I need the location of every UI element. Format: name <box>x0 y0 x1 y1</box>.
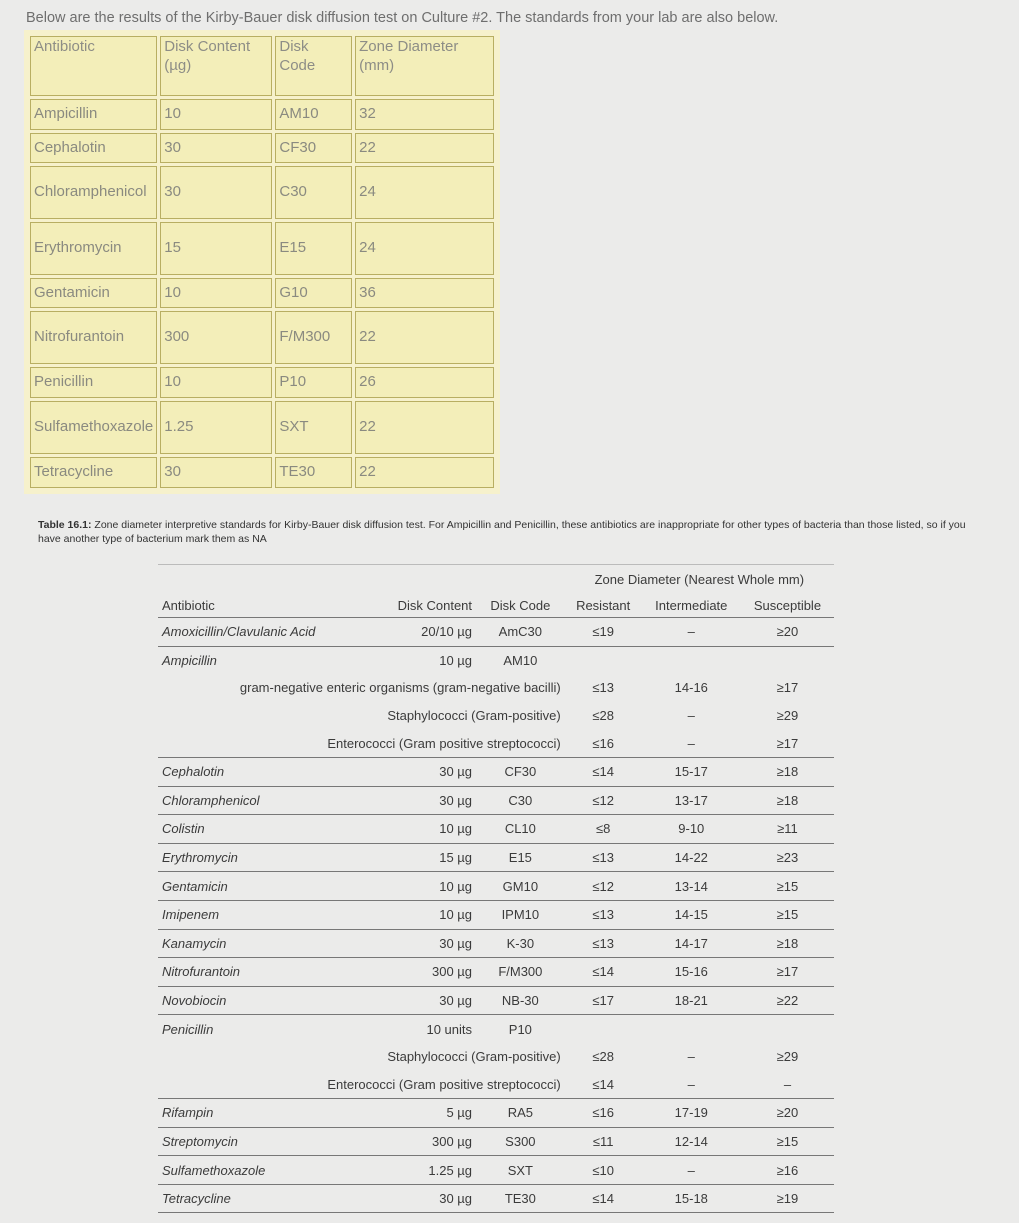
std-disk-code: IPM10 <box>476 900 565 929</box>
intro-text: Below are the results of the Kirby-Bauer disk diffusion test on Culture #2. The standards from your lab are also below. <box>26 10 779 26</box>
results-row <box>30 99 494 130</box>
std-antibiotic: Penicillin <box>162 1021 214 1037</box>
standard-row <box>158 618 834 647</box>
standard-subgroup-row <box>158 1071 834 1099</box>
std-resistant: ≤19 <box>565 618 642 647</box>
results-row <box>30 457 494 488</box>
standard-row <box>158 958 834 987</box>
standard-row <box>158 1156 834 1185</box>
std-susceptible <box>741 646 834 674</box>
std-header-intermediate: Intermediate <box>642 593 741 618</box>
caption-label: Table 16.1: <box>38 519 92 531</box>
std-resistant: ≤16 <box>565 729 642 757</box>
std-intermediate: 14-22 <box>642 843 741 872</box>
standard-row <box>158 929 834 958</box>
standard-row <box>158 1099 834 1128</box>
result-zone-diameter: 22 <box>355 311 494 364</box>
result-antibiotic: Cephalotin <box>30 133 157 163</box>
result-disk-content: 30 <box>160 166 272 219</box>
result-antibiotic: Sulfamethoxazole <box>30 401 157 454</box>
std-antibiotic: Imipenem <box>158 900 369 929</box>
std-susceptible: ≥29 <box>776 708 799 724</box>
std-resistant: ≤13 <box>565 843 642 872</box>
result-zone-diameter: 22 <box>355 457 494 488</box>
std-header-disk-content: Disk Content <box>369 593 476 618</box>
std-subgroup-label: Staphylococci (Gram-positive) <box>387 708 561 724</box>
header-antibiotic: Antibiotic <box>30 36 157 96</box>
header-disk-content: Disk Content (µg) <box>160 36 272 96</box>
results-row <box>30 222 494 275</box>
std-disk-content: 15 µg <box>369 843 476 872</box>
result-zone-diameter: 22 <box>355 133 494 163</box>
std-intermediate: 13-17 <box>642 786 741 815</box>
std-intermediate: 13-14 <box>642 872 741 901</box>
std-resistant: ≤12 <box>565 786 642 815</box>
result-disk-content: 10 <box>160 367 272 398</box>
std-susceptible <box>741 1015 834 1043</box>
std-resistant: ≤14 <box>565 1184 642 1213</box>
std-susceptible: ≥15 <box>741 872 834 901</box>
std-susceptible: ≥16 <box>741 1156 834 1185</box>
result-disk-code: E15 <box>275 222 352 275</box>
result-zone-diameter: 36 <box>355 278 494 308</box>
std-intermediate: 15-16 <box>642 958 741 987</box>
result-disk-code: F/M300 <box>275 311 352 364</box>
result-disk-code: TE30 <box>275 457 352 488</box>
std-intermediate <box>642 646 741 674</box>
result-disk-content: 300 <box>160 311 272 364</box>
std-susceptible: ≥18 <box>741 757 834 786</box>
result-antibiotic: Ampicillin <box>30 99 157 130</box>
std-susceptible: ≥23 <box>741 843 834 872</box>
std-antibiotic: Nitrofurantoin <box>158 958 369 987</box>
std-disk-content: 1.25 µg <box>369 1156 476 1185</box>
std-resistant: ≤14 <box>565 958 642 987</box>
standard-row <box>158 872 834 901</box>
std-intermediate: 9-10 <box>642 815 741 844</box>
result-antibiotic: Tetracycline <box>30 457 157 488</box>
std-resistant: ≤17 <box>565 986 642 1015</box>
std-disk-content: 30 µg <box>369 986 476 1015</box>
std-header-resistant: Resistant <box>565 593 642 618</box>
result-disk-content: 30 <box>160 457 272 488</box>
std-intermediate: 14-15 <box>642 900 741 929</box>
std-resistant: ≤14 <box>565 1071 642 1099</box>
std-intermediate: 14-16 <box>674 680 708 696</box>
result-disk-code: SXT <box>275 401 352 454</box>
std-antibiotic: Erythromycin <box>158 843 369 872</box>
standard-subgroup-row <box>158 1043 834 1071</box>
std-antibiotic: Cephalotin <box>158 757 369 786</box>
std-intermediate: 15-18 <box>642 1184 741 1213</box>
std-disk-content: 10 µg <box>369 872 476 901</box>
standard-subgroup-row <box>158 729 834 757</box>
standard-row <box>158 900 834 929</box>
std-disk-content: 300 µg <box>369 1127 476 1156</box>
header-zone-diameter: Zone Diameter (mm) <box>355 36 494 96</box>
std-susceptible: ≥29 <box>776 1049 799 1065</box>
std-susceptible: ≥17 <box>741 729 834 757</box>
standard-subgroup-row <box>158 702 834 730</box>
std-disk-code: K-30 <box>476 929 565 958</box>
std-antibiotic: Ampicillin <box>162 652 217 668</box>
std-disk-code: P10 <box>508 1021 532 1037</box>
std-susceptible: ≥18 <box>741 929 834 958</box>
std-susceptible: ≥20 <box>741 1099 834 1128</box>
std-subgroup-label: gram-negative enteric organisms (gram-negative bacilli) <box>239 680 561 696</box>
std-susceptible: ≥17 <box>776 680 799 696</box>
result-disk-code: AM10 <box>275 99 352 130</box>
result-disk-code: G10 <box>275 278 352 308</box>
std-subgroup-label: Enterococci (Gram positive streptococci) <box>158 729 565 757</box>
std-intermediate: – <box>642 1071 741 1099</box>
std-disk-content: 30 µg <box>369 1184 476 1213</box>
result-zone-diameter: 32 <box>355 99 494 130</box>
std-disk-code: GM10 <box>476 872 565 901</box>
std-resistant: ≤16 <box>565 1099 642 1128</box>
results-row <box>30 401 494 454</box>
std-antibiotic: Kanamycin <box>158 929 369 958</box>
std-susceptible: ≥15 <box>741 900 834 929</box>
result-antibiotic: Penicillin <box>30 367 157 398</box>
std-intermediate: – <box>687 708 695 724</box>
result-antibiotic: Nitrofurantoin <box>30 311 157 364</box>
std-susceptible: ≥17 <box>741 958 834 987</box>
result-antibiotic: Chloramphenicol <box>30 166 157 219</box>
result-antibiotic: Erythromycin <box>30 222 157 275</box>
std-intermediate: 17-19 <box>642 1099 741 1128</box>
caption-text: Zone diameter interpretive standards for Kirby-Bauer disk diffusion test. For Ampicillin and Penicillin, these antibiotics are inappropriate for other types of bacteria than those listed, so if you have another type of bacterium mark them as NA <box>38 519 966 546</box>
std-susceptible: ≥11 <box>741 815 834 844</box>
std-disk-code: C30 <box>476 786 565 815</box>
std-intermediate: 18-21 <box>642 986 741 1015</box>
standard-row <box>158 1127 834 1156</box>
results-header-row <box>30 36 494 96</box>
result-disk-content: 10 <box>160 99 272 130</box>
std-disk-code: F/M300 <box>476 958 565 987</box>
results-row <box>30 166 494 219</box>
std-header-susceptible: Susceptible <box>741 593 834 618</box>
std-disk-content: 30 µg <box>369 786 476 815</box>
std-disk-code: AmC30 <box>476 618 565 647</box>
standard-row <box>158 815 834 844</box>
result-disk-content: 30 <box>160 133 272 163</box>
std-resistant: ≤13 <box>592 680 614 696</box>
std-intermediate: 12-14 <box>642 1127 741 1156</box>
result-disk-code: C30 <box>275 166 352 219</box>
std-header-disk-code: Disk Code <box>476 593 565 618</box>
std-antibiotic: Sulfamethoxazole <box>158 1156 369 1185</box>
std-antibiotic: Chloramphenicol <box>158 786 369 815</box>
std-intermediate: – <box>642 618 741 647</box>
standards-table <box>158 564 834 1213</box>
std-susceptible: ≥19 <box>741 1184 834 1213</box>
standard-row <box>158 1184 834 1213</box>
result-zone-diameter: 26 <box>355 367 494 398</box>
std-resistant: ≤13 <box>565 900 642 929</box>
zone-diameter-group-header: Zone Diameter (Nearest Whole mm) <box>565 565 834 594</box>
std-antibiotic: Novobiocin <box>158 986 369 1015</box>
results-row <box>30 311 494 364</box>
std-subgroup-label: Staphylococci (Gram-positive) <box>387 1049 561 1065</box>
std-disk-content: 30 µg <box>369 929 476 958</box>
result-disk-code: P10 <box>275 367 352 398</box>
std-disk-content: 10 µg <box>439 652 473 668</box>
std-resistant <box>565 1015 642 1043</box>
std-intermediate: – <box>642 1156 741 1185</box>
std-resistant: ≤12 <box>565 872 642 901</box>
std-disk-code: RA5 <box>476 1099 565 1128</box>
std-disk-code: CF30 <box>476 757 565 786</box>
results-table <box>27 33 497 491</box>
std-disk-code: SXT <box>476 1156 565 1185</box>
std-antibiotic: Tetracycline <box>158 1184 369 1213</box>
standard-row <box>158 1015 834 1043</box>
result-disk-content: 1.25 <box>160 401 272 454</box>
std-resistant: ≤10 <box>565 1156 642 1185</box>
standard-subgroup-row <box>158 674 834 702</box>
std-disk-content: 10 units <box>426 1021 473 1037</box>
std-susceptible: ≥15 <box>741 1127 834 1156</box>
std-antibiotic: Amoxicillin/Clavulanic Acid <box>158 618 369 647</box>
results-table-container <box>24 30 500 494</box>
result-antibiotic: Gentamicin <box>30 278 157 308</box>
result-zone-diameter: 24 <box>355 222 494 275</box>
std-disk-code: NB-30 <box>476 986 565 1015</box>
std-susceptible: ≥22 <box>741 986 834 1015</box>
result-disk-content: 15 <box>160 222 272 275</box>
std-intermediate <box>642 1015 741 1043</box>
std-resistant: ≤14 <box>565 757 642 786</box>
standard-row <box>158 646 834 674</box>
result-zone-diameter: 24 <box>355 166 494 219</box>
std-intermediate: – <box>687 1049 695 1065</box>
std-header-antibiotic: Antibiotic <box>158 593 369 618</box>
std-resistant: ≤11 <box>565 1127 642 1156</box>
results-row <box>30 133 494 163</box>
result-disk-code: CF30 <box>275 133 352 163</box>
header-disk-code: Disk Code <box>275 36 352 96</box>
results-row <box>30 278 494 308</box>
std-intermediate: – <box>642 729 741 757</box>
std-resistant: ≤28 <box>592 1049 614 1065</box>
std-antibiotic: Colistin <box>158 815 369 844</box>
std-resistant: ≤28 <box>592 708 614 724</box>
std-antibiotic: Gentamicin <box>158 872 369 901</box>
std-disk-content: 300 µg <box>369 958 476 987</box>
std-intermediate: 14-17 <box>642 929 741 958</box>
std-susceptible: – <box>741 1071 834 1099</box>
std-disk-content: 10 µg <box>369 815 476 844</box>
std-disk-code: TE30 <box>476 1184 565 1213</box>
table-caption <box>38 518 968 546</box>
std-disk-code: CL10 <box>476 815 565 844</box>
standards-header-row <box>158 593 834 618</box>
standard-row <box>158 757 834 786</box>
standards-group-header-row <box>158 565 834 594</box>
standard-row <box>158 986 834 1015</box>
std-disk-code: S300 <box>476 1127 565 1156</box>
std-disk-code: AM10 <box>503 652 538 668</box>
standard-row <box>158 843 834 872</box>
std-resistant: ≤8 <box>565 815 642 844</box>
std-intermediate: 15-17 <box>642 757 741 786</box>
std-subgroup-label: Enterococci (Gram positive streptococci) <box>158 1071 565 1099</box>
std-disk-content: 5 µg <box>369 1099 476 1128</box>
std-antibiotic: Streptomycin <box>158 1127 369 1156</box>
std-disk-content: 20/10 µg <box>369 618 476 647</box>
std-disk-code: E15 <box>476 843 565 872</box>
result-disk-content: 10 <box>160 278 272 308</box>
std-antibiotic: Rifampin <box>158 1099 369 1128</box>
results-row <box>30 367 494 398</box>
std-disk-content: 10 µg <box>369 900 476 929</box>
std-disk-content: 30 µg <box>369 757 476 786</box>
std-resistant <box>565 646 642 674</box>
std-resistant: ≤13 <box>565 929 642 958</box>
standard-row <box>158 786 834 815</box>
std-susceptible: ≥18 <box>741 786 834 815</box>
std-susceptible: ≥20 <box>741 618 834 647</box>
result-zone-diameter: 22 <box>355 401 494 454</box>
